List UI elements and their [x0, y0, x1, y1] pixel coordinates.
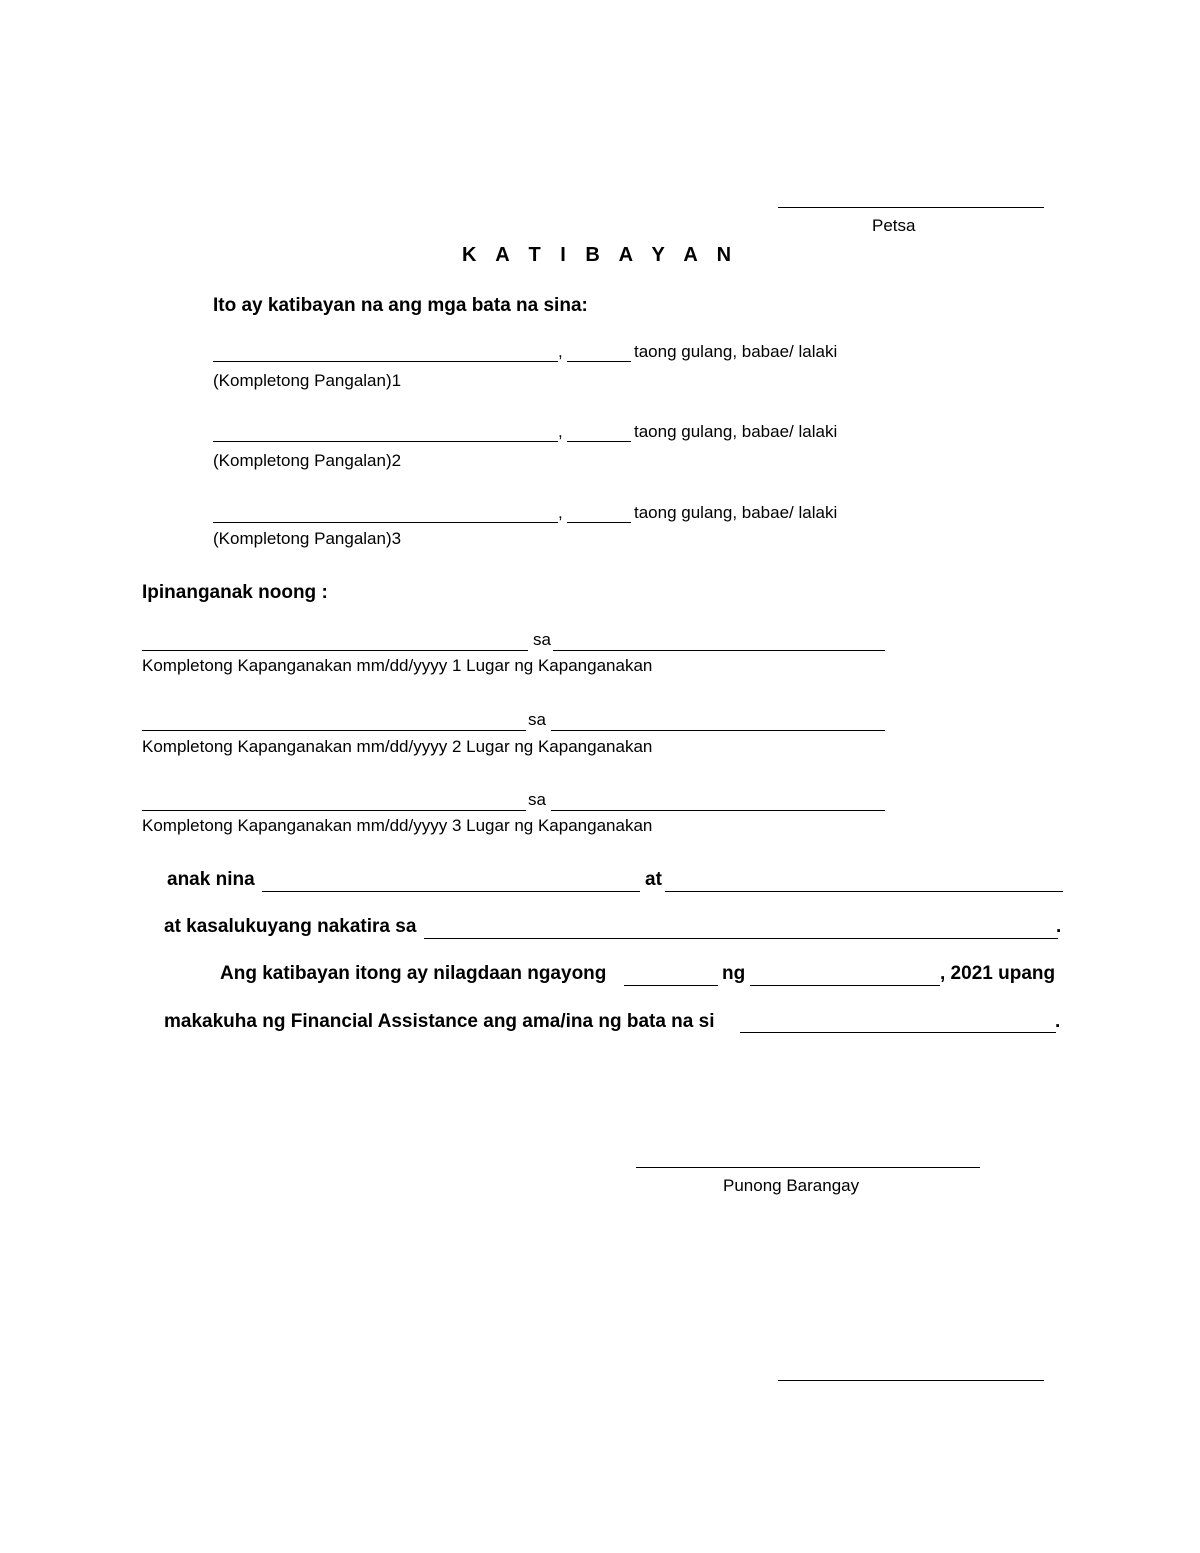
- name-caption: (Kompletong Pangalan)1: [213, 371, 402, 390]
- parents-prefix: anak nina: [167, 869, 255, 890]
- intro-text: Ito ay katibayan na ang mga bata na sina:: [213, 295, 588, 316]
- recipient-field[interactable]: [740, 1032, 1056, 1033]
- parents-connector: at: [645, 869, 662, 890]
- signing-text-3: , 2021 upang: [940, 963, 1056, 984]
- age-gender-text: taong gulang, babae/ lalaki: [634, 422, 838, 441]
- birth-connector: sa: [528, 710, 546, 729]
- residence-field[interactable]: [424, 938, 1058, 939]
- birth-caption: Kompletong Kapanganakan mm/dd/yyyy 3 Lugar ng Kapanganakan: [142, 816, 653, 835]
- birth-connector: sa: [533, 630, 551, 649]
- name-separator: ,: [558, 503, 563, 522]
- birth-heading: Ipinanganak noong :: [142, 582, 328, 603]
- birthdate-field-3[interactable]: [142, 810, 526, 811]
- parent1-field[interactable]: [262, 891, 640, 892]
- birthplace-field-3[interactable]: [551, 810, 885, 811]
- signature-caption: Punong Barangay: [723, 1176, 860, 1195]
- child-name-field-1[interactable]: [213, 361, 558, 362]
- birthplace-field-2[interactable]: [551, 730, 885, 731]
- residence-prefix: at kasalukuyang nakatira sa: [164, 916, 417, 937]
- name-caption: (Kompletong Pangalan)2: [213, 451, 402, 470]
- document-title: K A T I B A Y A N: [461, 244, 739, 266]
- signature-line[interactable]: [636, 1167, 980, 1168]
- child-name-field-3[interactable]: [213, 522, 558, 523]
- child-name-field-2[interactable]: [213, 441, 558, 442]
- birthplace-field-1[interactable]: [553, 650, 885, 651]
- child-age-field-1[interactable]: [567, 361, 631, 362]
- age-gender-text: taong gulang, babae/ lalaki: [634, 342, 838, 361]
- parent2-field[interactable]: [665, 891, 1063, 892]
- name-caption: (Kompletong Pangalan)3: [213, 529, 402, 548]
- birthdate-field-2[interactable]: [142, 730, 526, 731]
- child-age-field-3[interactable]: [567, 522, 631, 523]
- residence-suffix: .: [1056, 916, 1062, 937]
- signing-day-field[interactable]: [624, 985, 718, 986]
- signing-month-field[interactable]: [750, 985, 940, 986]
- birth-connector: sa: [528, 790, 546, 809]
- birth-caption: Kompletong Kapanganakan mm/dd/yyyy 1 Lugar ng Kapanganakan: [142, 656, 653, 675]
- signing-text-1: Ang katibayan itong ay nilagdaan ngayong: [220, 963, 607, 984]
- name-separator: ,: [558, 342, 563, 361]
- bottom-blank-line[interactable]: [778, 1380, 1044, 1381]
- birthdate-field-1[interactable]: [142, 650, 528, 651]
- date-label: Petsa: [872, 216, 916, 235]
- name-separator: ,: [558, 422, 563, 441]
- birth-caption: Kompletong Kapanganakan mm/dd/yyyy 2 Lugar ng Kapanganakan: [142, 737, 653, 756]
- age-gender-text: taong gulang, babae/ lalaki: [634, 503, 838, 522]
- purpose-text: makakuha ng Financial Assistance ang ama/ina ng bata na si: [164, 1011, 715, 1032]
- purpose-suffix: .: [1055, 1011, 1061, 1032]
- date-field-line[interactable]: [778, 207, 1044, 208]
- child-age-field-2[interactable]: [567, 441, 631, 442]
- signing-text-2: ng: [722, 963, 746, 984]
